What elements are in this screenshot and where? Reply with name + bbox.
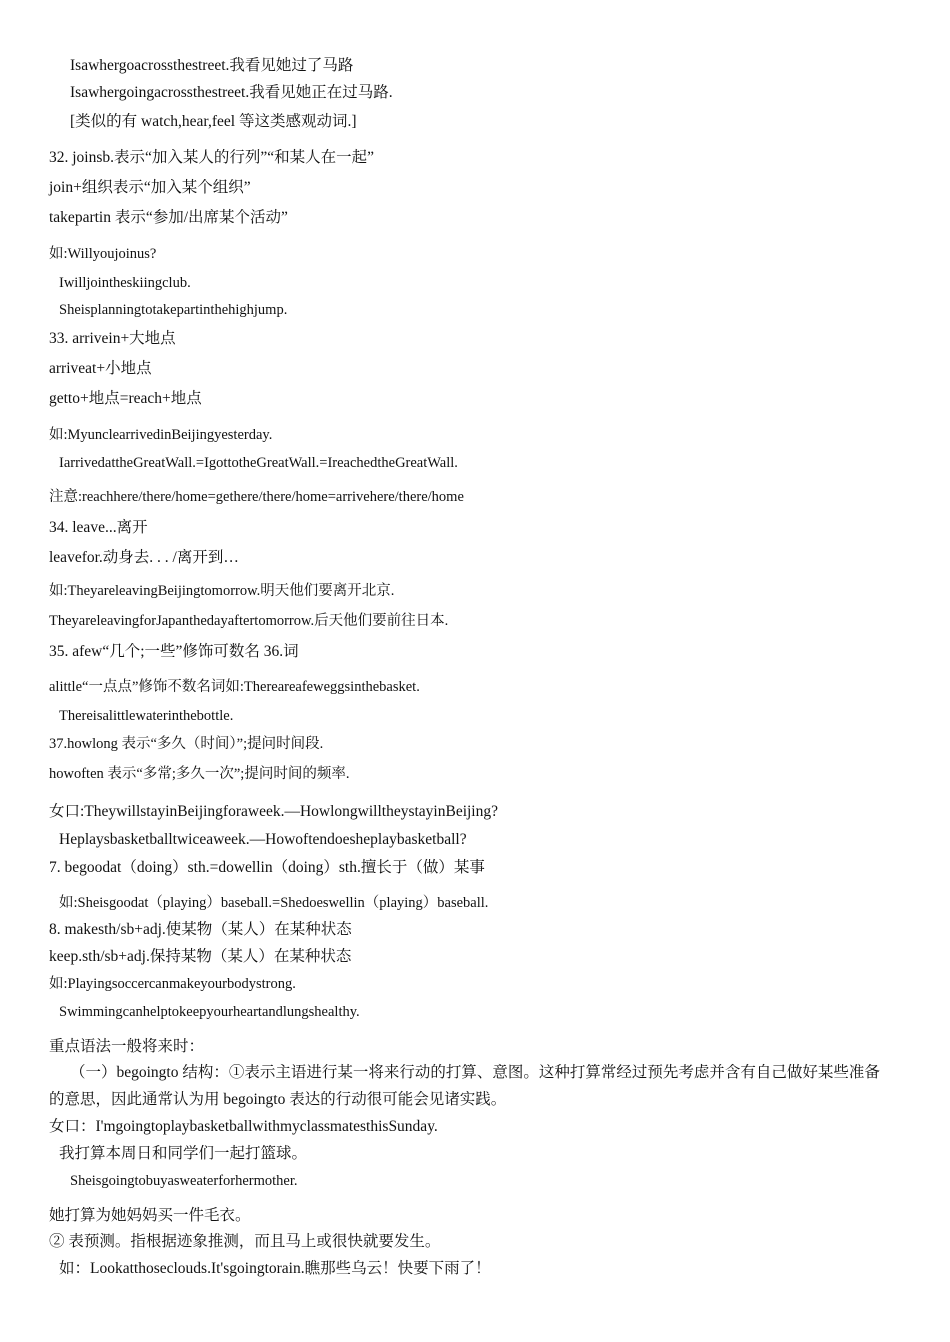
text-line: alittle“一点点”修饰不数名词如:Thereareafeweggsinthebasket. [49, 679, 420, 695]
text-line: 我打算本周日和同学们一起打篮球。 [59, 1145, 308, 1162]
text-line: 如:Willyoujoinus? [49, 246, 157, 262]
text-line: 如：Lookatthoseclouds.It'sgoingtorain.瞧那些乌云！快要下雨了！ [59, 1260, 491, 1277]
text-line: howoften 表示“多常;多久一次”;提问时间的频率. [49, 766, 350, 782]
text-line: 37.howlong 表示“多久（时间）”;提问时间段. [49, 736, 324, 752]
text-line: （一）begoingto 结构：①表示主语进行某一将来行动的打算、意图。这种打算常经过预先考虑并含有自己做好某些准备 [70, 1064, 880, 1081]
text-line: 如:TheyareleavingBeijingtomorrow.明天他们要离开北京. [49, 583, 395, 599]
text-line: Thereisalittlewaterinthebottle. [59, 708, 234, 724]
text-line: 她打算为她妈妈买一件毛衣。 [49, 1207, 251, 1224]
text-line: arriveat+小地点 [49, 360, 152, 377]
text-line: Swimmingcanhelptokeepyourheartandlungshealthy. [59, 1004, 360, 1020]
text-line: 注意:reachhere/there/home=gethere/there/home=arrivehere/there/home [49, 489, 464, 505]
text-line: 的意思，因此通常认为用 begoingto 表达的行动很可能会见诸实践。 [49, 1091, 507, 1108]
text-line: getto+地点=reach+地点 [49, 390, 202, 407]
text-line: 如:MyunclearrivedinBeijingyesterday. [49, 427, 273, 443]
text-line: keep.sth/sb+adj.保持某物（某人）在某种状态 [49, 948, 352, 965]
text-line: [类似的有 watch,hear,feel 等这类感观动词.] [70, 113, 357, 130]
text-line: 32. joinsb.表示“加入某人的行列”“和某人在一起” [49, 149, 375, 166]
text-line: 8. makesth/sb+adj.使某物（某人）在某种状态 [49, 921, 352, 938]
text-line: Iwilljointheskiingclub. [59, 275, 191, 291]
text-line: 如:Sheisgoodat（playing）baseball.=Shedoeswellin（playing）baseball. [59, 895, 489, 911]
text-line: 7. begoodat（doing）sth.=dowellin（doing）sth.擅长于（做）某事 [49, 859, 485, 876]
text-line: Isawhergoingacrossthestreet.我看见她正在过马路. [70, 84, 393, 101]
text-line: 女口:TheywillstayinBeijingforaweek.—HowlongwilltheystayinBeijing? [49, 803, 498, 820]
text-line: IarrivedattheGreatWall.=IgottotheGreatWall.=IreachedtheGreatWall. [59, 455, 458, 471]
text-line: ② 表预测。指根据迹象推测，而且马上或很快就要发生。 [49, 1233, 441, 1250]
text-line: Heplaysbasketballtwiceaweek.—Howoftendoesheplaybasketball? [59, 831, 467, 848]
section-heading: 重点语法一般将来时： [49, 1038, 205, 1055]
text-line: 33. arrivein+大地点 [49, 330, 176, 347]
text-line: 34. leave...离开 [49, 519, 148, 536]
text-line: leavefor.动身去. . . /离开到… [49, 549, 239, 566]
text-line: TheyareleavingforJapanthedayaftertomorrow.后天他们要前往日本. [49, 613, 449, 629]
text-line: 女口：I'mgoingtoplaybasketballwithmyclassmatesthisSunday. [49, 1118, 438, 1135]
text-line: 35. afew“几个;一些”修饰可数名 36.词 [49, 643, 299, 660]
text-line: Sheisgoingtobuyasweaterforhermother. [70, 1173, 298, 1189]
text-line: Sheisplanningtotakepartinthehighjump. [59, 302, 288, 318]
text-line: takepartin 表示“参加/出席某个活动” [49, 209, 288, 226]
text-line: 如:Playingsoccercanmakeyourbodystrong. [49, 976, 296, 992]
text-line: join+组织表示“加入某个组织” [49, 179, 251, 196]
text-line: Isawhergoacrossthestreet.我看见她过了马路 [70, 57, 354, 74]
